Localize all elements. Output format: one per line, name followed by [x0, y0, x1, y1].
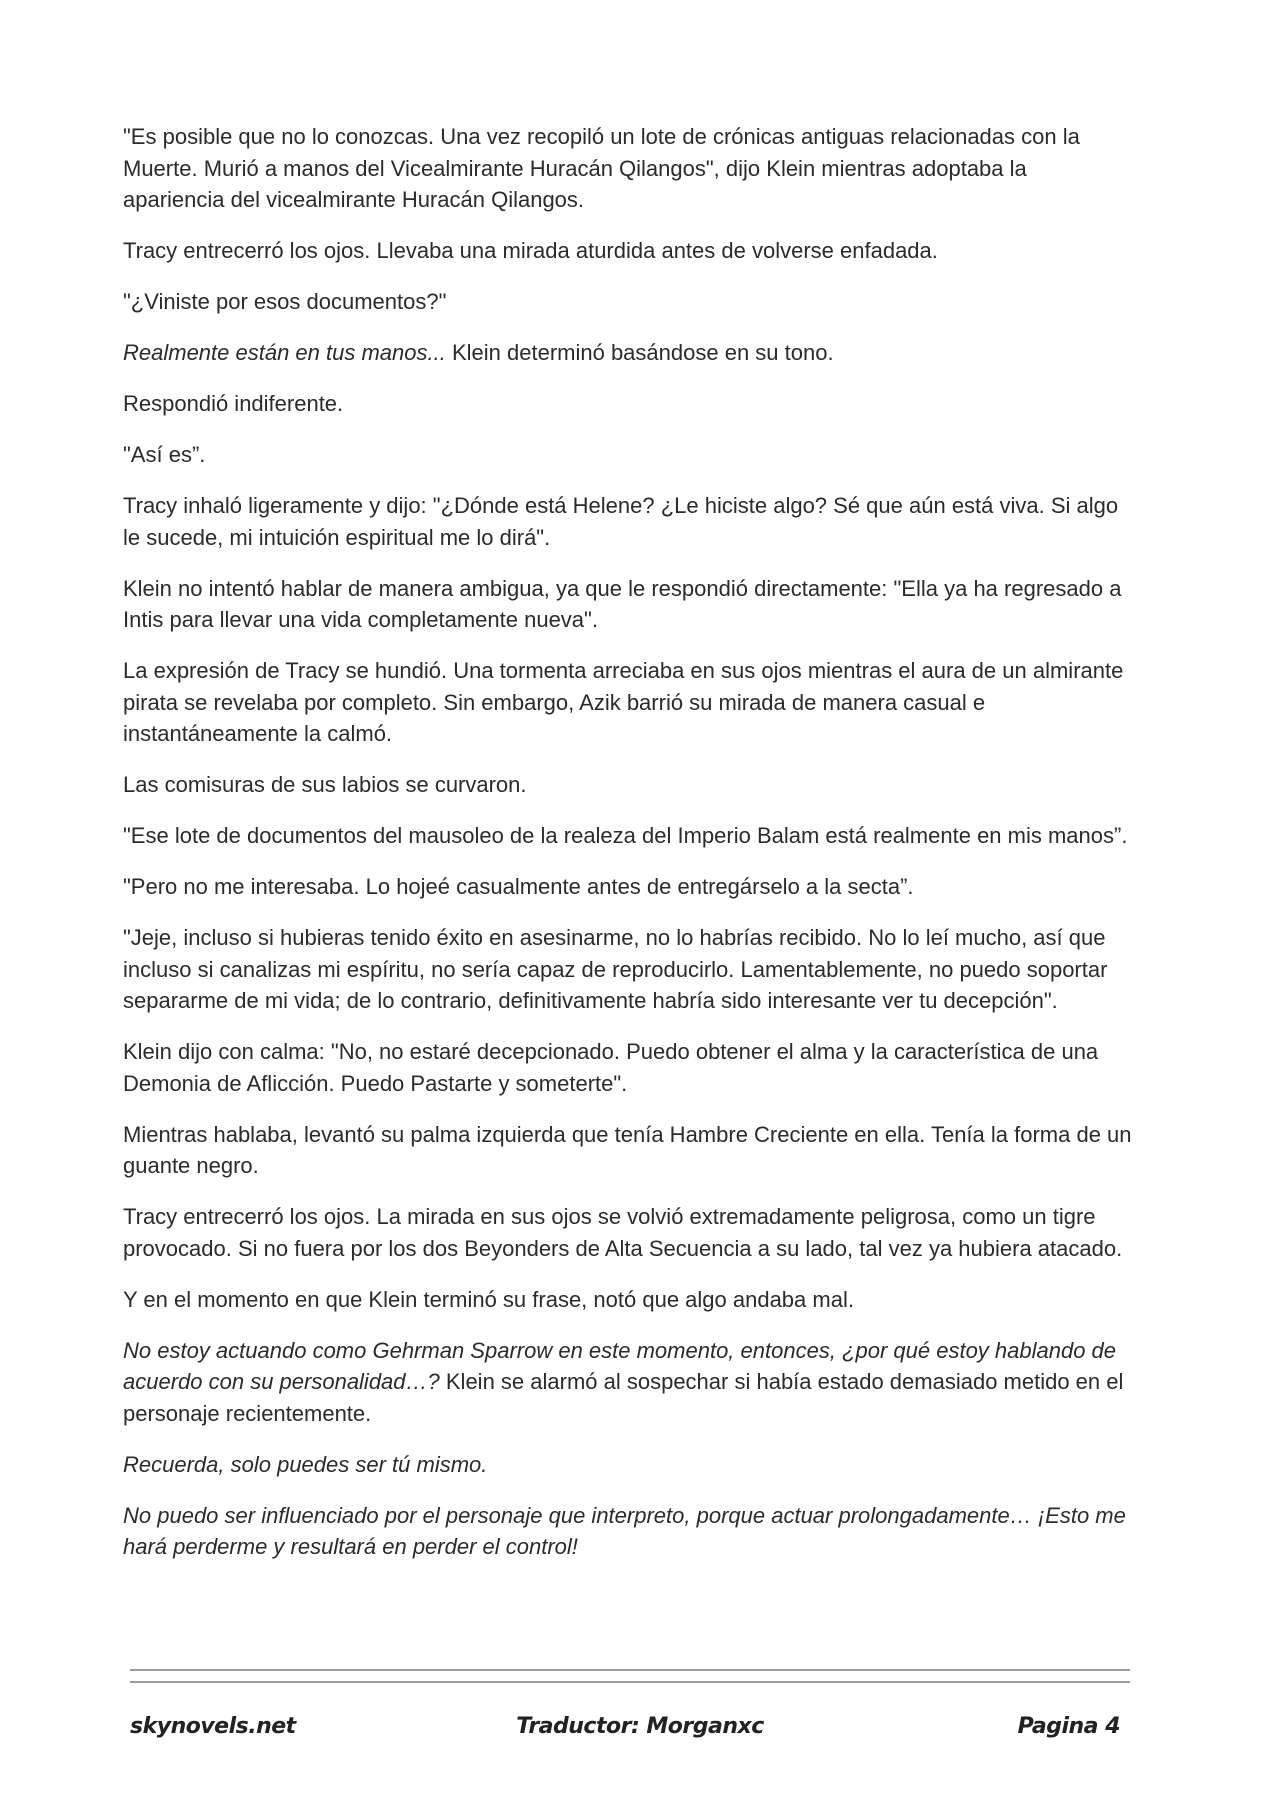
- paragraph-text: Tracy entrecerró los ojos. Llevaba una mirada aturdida antes de volverse enfadada.: [123, 238, 938, 263]
- paragraph: [123, 922, 1133, 1017]
- paragraph: [123, 573, 1133, 636]
- paragraph: [123, 1119, 1133, 1182]
- paragraph-text: "Pero no me interesaba. Lo hojeé casualmente antes de entregárselo a la secta”.: [123, 874, 914, 899]
- italic-text: Recuerda, solo puedes ser tú mismo.: [123, 1451, 488, 1477]
- paragraph-text: Klein dijo con calma: "No, no estaré decepcionado. Puedo obtener el alma y la característica de una Demonia de Aflicción. Puedo Pastarte y someterte".: [123, 1039, 1099, 1096]
- paragraph: [123, 1335, 1133, 1430]
- paragraph-text: "Así es”.: [123, 442, 206, 467]
- paragraph-text: "Jeje, incluso si hubieras tenido éxito en asesinarme, no lo habrías recibido. No lo leí mucho, así que incluso si canalizas mi espíritu, no sería capaz de reproducirlo. Lamentablemente, no puedo soportar separarme de mi vida; de lo contrario, definitivamente habría sido interesante ver tu decepción".: [123, 925, 1108, 1013]
- paragraph: [123, 388, 1133, 420]
- paragraph: [123, 1449, 1133, 1481]
- paragraph-text: La expresión de Tracy se hundió. Una tormenta arreciaba en sus ojos mientras el aura de un almirante pirata se revelaba por completo. Sin embargo, Azik barrió su mirada de manera casual e instantáneamente la calmó.: [123, 658, 1124, 746]
- footer-divider-top: [130, 1669, 1130, 1671]
- italic-text: No estoy actuando como Gehrman Sparrow en este momento, entonces, ¿por qué estoy hablando de acuerdo con su personalidad…?: [123, 1337, 1117, 1394]
- paragraph-text: Tracy inhaló ligeramente y dijo: "¿Dónde está Helene? ¿Le hiciste algo? Sé que aún está viva. Si algo le sucede, mi intuición espiritual me lo dirá".: [123, 493, 1119, 550]
- paragraph: [123, 1284, 1133, 1316]
- paragraph: [123, 121, 1133, 216]
- paragraph: [123, 235, 1133, 267]
- italic-text: No puedo ser influenciado por el personaje que interpreto, porque actuar prolongadamente… ¡Esto me hará perderme y resultará en perder el control!: [123, 1502, 1126, 1559]
- paragraph: [123, 1036, 1133, 1099]
- paragraph-text: "Ese lote de documentos del mausoleo de la realeza del Imperio Balam está realmente en mis manos”.: [123, 823, 1128, 848]
- paragraph-text: Las comisuras de sus labios se curvaron.: [123, 772, 527, 797]
- footer-page-number: Pagina 4: [1017, 1714, 1120, 1739]
- paragraph: [123, 1201, 1133, 1264]
- paragraph-text: Mientras hablaba, levantó su palma izquierda que tenía Hambre Creciente en ella. Tenía la forma de un guante negro.: [123, 1121, 1132, 1178]
- paragraph: [123, 286, 1133, 318]
- footer-site: skynovels.net: [130, 1714, 296, 1739]
- paragraph-text: Y en el momento en que Klein terminó su frase, notó que algo andaba mal.: [123, 1286, 854, 1312]
- paragraph-text: Tracy entrecerró los ojos. La mirada en sus ojos se volvió extremadamente peligrosa, como un tigre provocado. Si no fuera por los dos Beyonders de Alta Secuencia a su lado, tal vez ya hubiera atacado.: [123, 1204, 1123, 1261]
- document-body: [123, 121, 1133, 1582]
- paragraph: [123, 820, 1133, 852]
- footer-divider-bottom: [130, 1681, 1130, 1683]
- paragraph-text: Klein determinó basándose en su tono.: [445, 340, 834, 365]
- paragraph-text: "¿Viniste por esos documentos?": [123, 289, 447, 314]
- paragraph: [123, 871, 1133, 903]
- paragraph-text: Respondió indiferente.: [123, 391, 344, 416]
- paragraph: [123, 769, 1133, 801]
- italic-text: Realmente están en tus manos...: [123, 340, 446, 365]
- paragraph: [123, 337, 1133, 369]
- paragraph-text: Klein se alarmó al sospechar si había estado demasiado metido en el personaje recientemente.: [123, 1369, 1124, 1426]
- paragraph: [123, 1500, 1133, 1563]
- paragraph: [123, 655, 1133, 750]
- paragraph: [123, 490, 1133, 553]
- paragraph-text: Klein no intentó hablar de manera ambigua, ya que le respondió directamente: "Ella ya ha regresado a Intis para llevar una vida completamente nueva".: [123, 575, 1122, 632]
- paragraph-text: "Es posible que no lo conozcas. Una vez recopiló un lote de crónicas antiguas relacionadas con la Muerte. Murió a manos del Vicealmirante Huracán Qilangos", dijo Klein mientras adoptaba la apariencia del vicealmirante Huracán Qilangos.: [123, 124, 1080, 212]
- footer-translator: Traductor: Morganxc: [516, 1714, 764, 1739]
- paragraph: [123, 439, 1133, 471]
